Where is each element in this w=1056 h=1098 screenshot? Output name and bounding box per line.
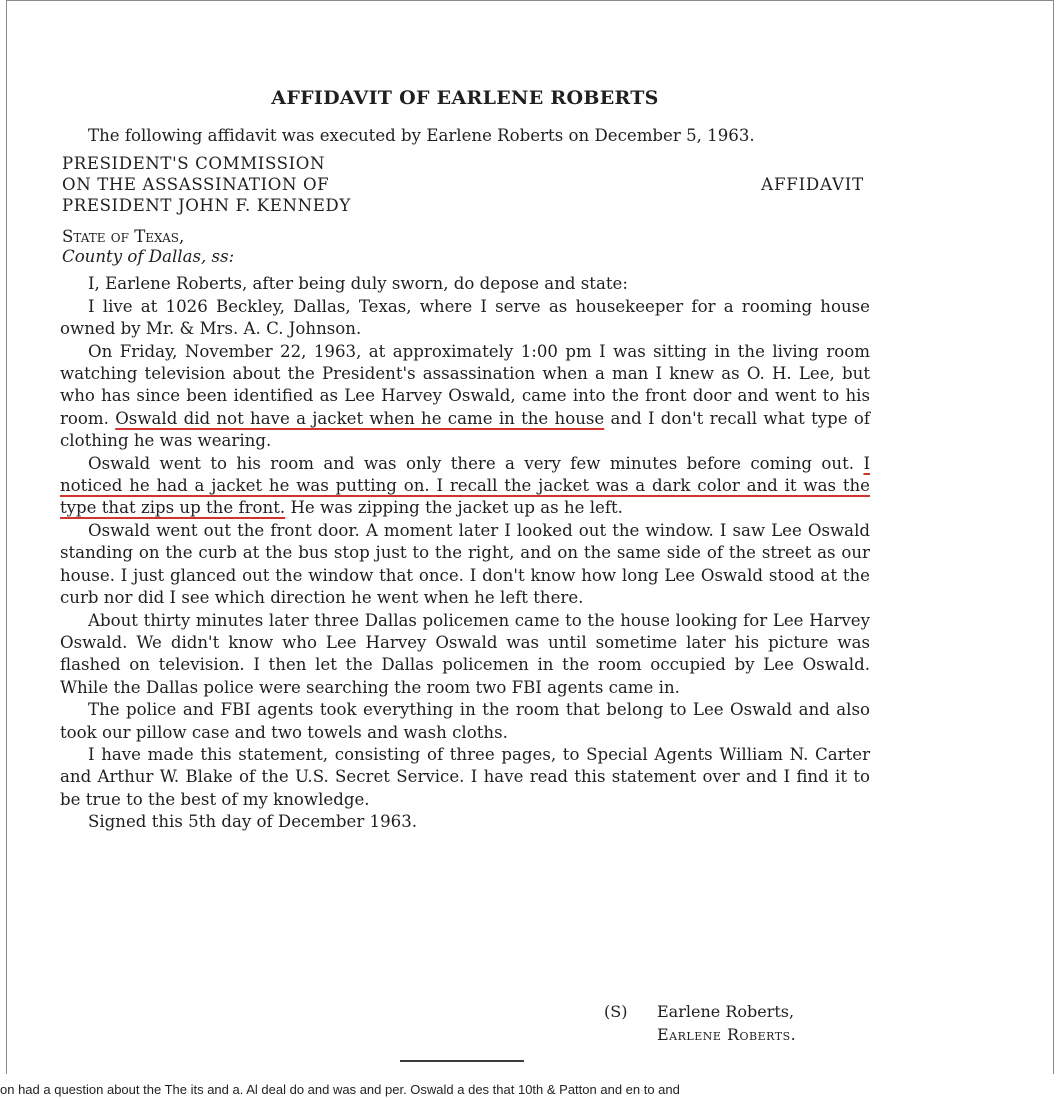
paragraph-8: I have made this statement, consisting of three pages, to Special Agents William N. Carter and Arthur W. Blake of the U.S. Secret Service. I have read this statement over and I find it to be true to the best of my knowledge. [60,744,870,809]
highlighted-quote-no-jacket: Oswald did not have a jacket when he came in the house [115,408,605,428]
state-line: State of Texas, [62,227,185,247]
highlighted-quote-jacket: I noticed he had a jacket he was putting on. I recall the jacket was a dark color and it was the type that zips up the front. [60,453,870,518]
signature-printed-name: Earlene Roberts. [657,1025,797,1044]
signature-mark: (S) [604,1002,628,1021]
commission-line-1: PRESIDENT'S COMMISSION [62,154,326,174]
paragraph-1: I, Earlene Roberts, after being duly sworn, do depose and state: [88,274,628,294]
paragraph-3-text-a: On Friday, November 22, 1963, at approximately 1:00 pm I was sitting in the living room watching television about the President's assassination when a man I knew as O. H. Lee, but who has since been identified as Lee Harvey Oswald, came into the front door and went to his room. [60,341,870,428]
paragraph-6: About thirty minutes later three Dallas policemen came to the house looking for Lee Harvey Oswald. We didn't know who Lee Harvey Oswald was until sometime later his picture was flashed on television. I then let the Dallas policemen in the room occupied by Lee Oswald. While the Dallas police were searching the room two FBI agents came in. [60,610,870,697]
paragraph-7: The police and FBI agents took everything in the room that belong to Lee Oswald and also took our pillow case and two towels and wash cloths. [60,700,870,742]
paragraph-2: I live at 1026 Beckley, Dallas, Texas, where I serve as housekeeper for a rooming house owned by Mr. & Mrs. A. C. Johnson. [60,296,870,339]
caption-strip: on had a question about the The its and a. Al deal do and was and per. Oswald a des that 10th & Patton and en to and [0,1082,680,1097]
commission-line-3: PRESIDENT JOHN F. KENNEDY [62,196,351,216]
signature-block [604,1000,796,1046]
paragraph-3-text-b: and I don't recall what type of clothing he was wearing. [60,408,870,451]
paragraph-3 [60,341,870,453]
signature-name: Earlene Roberts, [657,1002,795,1021]
affidavit-page [60,86,870,834]
signed-date-line: Signed this 5th day of December 1963. [88,812,418,832]
closing-rule [400,1060,524,1062]
county-line: County of Dallas, ss: [62,247,235,267]
commission-header [62,153,870,216]
paragraph-4 [60,453,870,520]
paragraph-4-text-a: Oswald went to his room and was only there a very few minutes before coming out. [88,453,855,473]
paragraph-4-text-b: He was zipping the jacket up as he left. [290,498,623,518]
commission-line-2: ON THE ASSASSINATION OF [62,175,330,195]
document-title: AFFIDAVIT OF EARLENE ROBERTS [271,87,659,109]
intro-line: The following affidavit was executed by Earlene Roberts on December 5, 1963. [88,126,755,145]
signature-row [604,1000,796,1023]
affidavit-label: AFFIDAVIT [761,175,864,195]
paragraph-5: Oswald went out the front door. A moment later I looked out the window. I saw Lee Oswald standing on the curb at the bus stop just to the right, and on the same side of the street as our house. I just glanced out the window that once. I don't know how long Lee Oswald stood at the curb nor did I see which direction he went when he left there. [60,520,870,608]
commission-name [62,153,351,216]
